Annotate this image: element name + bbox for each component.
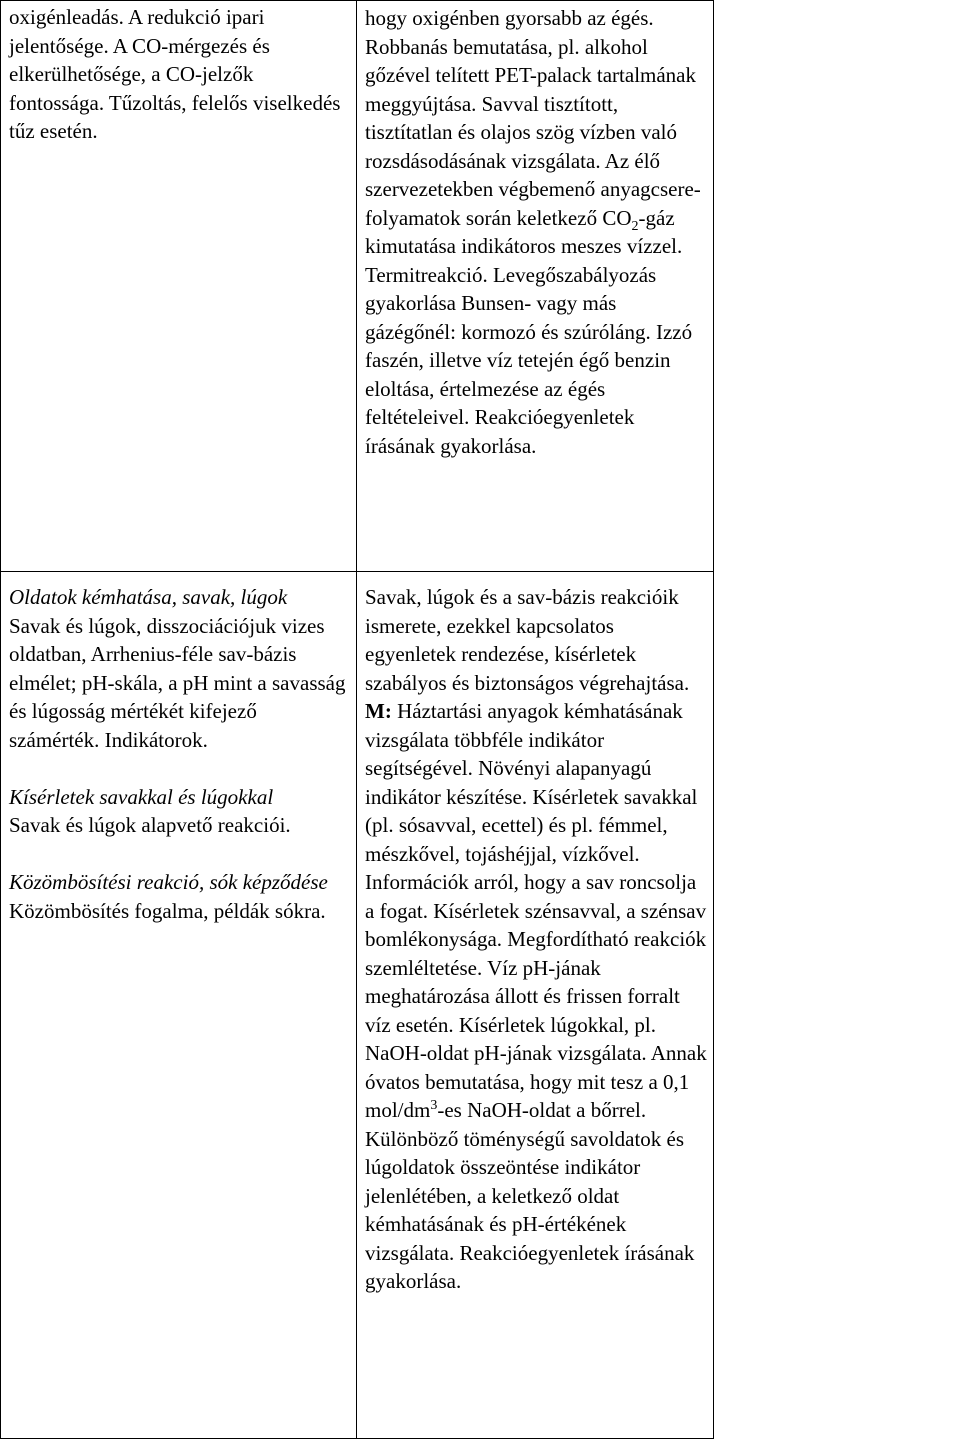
table-row bbox=[1, 1, 714, 572]
activities-text-part: -gáz kimutatása indikátoros meszes vízzel. Termitreakció. Levegőszabályozás gyakorlása Bunsen- vagy más gázégőnél: kormozó és szúróláng. Izzó faszén, illetve víz tetején égő benzin eloltása, értelmezése az égés feltételeivel. Reakcióegyenletek írásának gyakorlása. bbox=[365, 205, 693, 458]
table-cell-activities bbox=[357, 572, 714, 1439]
topic-text: Közömbösítés fogalma, példák sókra. bbox=[9, 898, 326, 923]
topic-text: oxigénleadás. A redukció ipari jelentősége. A CO-mérgezés és elkerülhetősége, a CO-jelzők fontossága. Tűzoltás, felelős viselkedés tűz esetén. bbox=[9, 5, 341, 143]
subscript: 2 bbox=[631, 218, 639, 234]
m-label: M: bbox=[365, 699, 392, 723]
activities-text bbox=[365, 697, 707, 1296]
activities-text-part: hogy oxigénben gyorsabb az égés. Robbanás bemutatása, pl. alkohol gőzével telített PET-palack tartalmának meggyújtása. Savval tisztított, tisztítatlan és olajos szög vízben való rozsdásodásának vizsgálata. Az élő szervezetekben végbemenő anyagcsere-folyamatok során keletkező CO bbox=[365, 6, 701, 230]
activities-text-part: -es NaOH-oldat a bőrrel. Különböző töménységű savoldatok és lúgoldatok összeöntése indikátor jelenlétében, a keletkező oldat kémhatásának és pH-értékének vizsgálata. Reakcióegyenletek írásának gyakorlása. bbox=[365, 1098, 695, 1293]
topic-text: Savak és lúgok alapvető reakciói. bbox=[9, 813, 291, 837]
activities-text: Savak, lúgok és a sav-bázis reakcióik ismerete, ezekkel kapcsolatos egyenletek rendezése, kísérletek szabályos és biztonságos végrehajtása. bbox=[365, 585, 690, 695]
topic-heading: Közömbösítési reakció, sók képződése bbox=[9, 870, 328, 894]
activities-text-part: Háztartási anyagok kémhatásának vizsgálata többféle indikátor segítségével. Növényi alapanyagú indikátor készítése. Kísérletek savakkal (pl. sósavval, ecettel) és pl. fémmel, mészkővel, tojáshéjjal, vízkővel. Információk arról, hogy a sav roncsolja a fogat. Kísérletek szénsavval, a szénsav bomlékonysága. Megfordítható reakciók szemléltetése. Víz pH-jának meghatározása állott és frissen forralt víz esetén. Kísérletek lúgokkal, pl. NaOH-oldat pH-jának vizsgálata. Annak óvatos bemutatása, hogy mit tesz a 0,1 mol/dm bbox=[365, 699, 707, 1122]
table-cell-activities bbox=[357, 1, 714, 572]
table-row bbox=[1, 572, 714, 1439]
activities-text bbox=[365, 4, 707, 460]
table-cell-topic bbox=[1, 1, 357, 572]
topic-heading: Kísérletek savakkal és lúgokkal bbox=[9, 784, 274, 809]
topic-text: Savak és lúgok, disszociációjuk vizes oldatban, Arrhenius-féle sav-bázis elmélet; pH-skála, a pH mint a savasság és lúgosság mértékét kifejező számérték. Indikátorok. bbox=[9, 613, 346, 752]
topic-heading: Oldatok kémhatása, savak, lúgok bbox=[9, 585, 288, 609]
table-cell-topic bbox=[1, 572, 357, 1439]
superscript: 3 bbox=[430, 1098, 438, 1113]
